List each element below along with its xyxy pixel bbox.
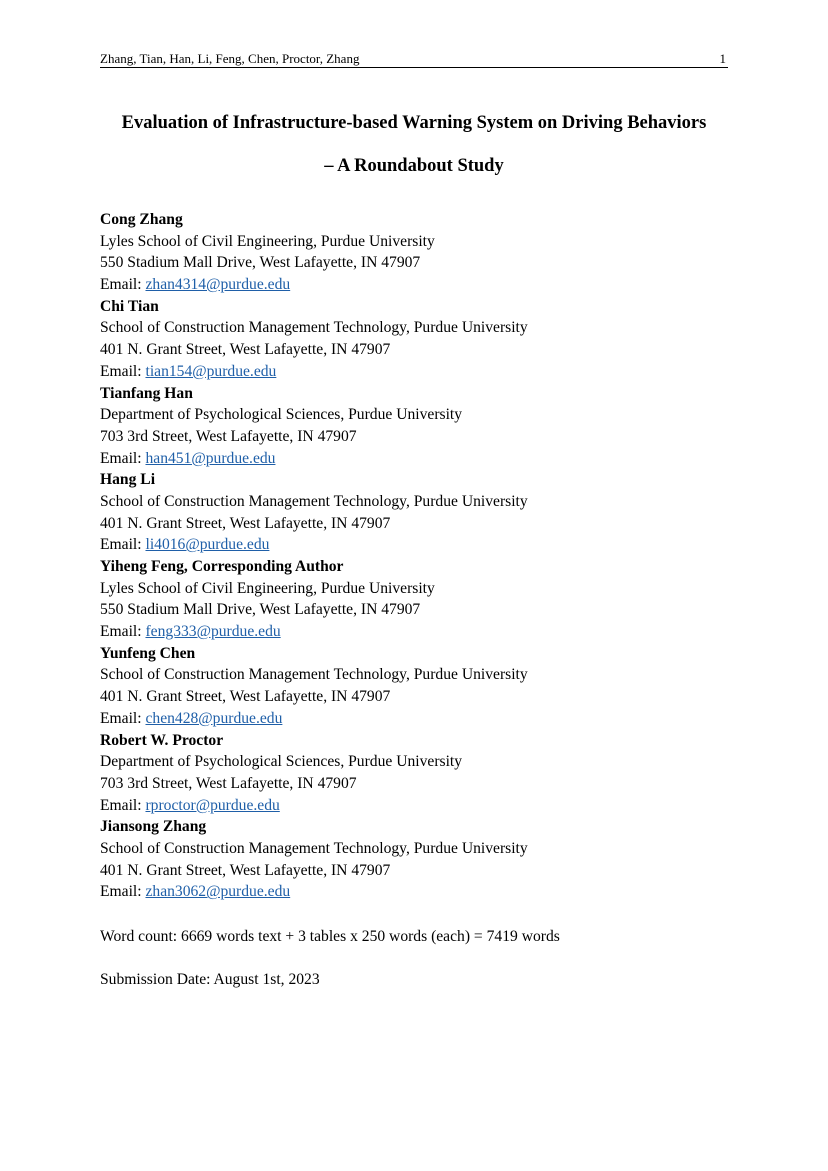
author-block bbox=[100, 383, 740, 470]
author-name: Jiansong Zhang bbox=[100, 818, 207, 836]
author-affiliation: School of Construction Management Technology, Purdue University bbox=[100, 492, 528, 510]
author-email-link[interactable]: han451@purdue.edu bbox=[145, 449, 276, 467]
author-list bbox=[100, 209, 740, 903]
author-block bbox=[100, 816, 740, 903]
author-affiliation: School of Construction Management Technology, Purdue University bbox=[100, 319, 528, 337]
author-affiliation: Lyles School of Civil Engineering, Purdue University bbox=[100, 232, 435, 250]
author-email-link[interactable]: chen428@purdue.edu bbox=[145, 709, 283, 727]
author-email-line bbox=[100, 361, 740, 383]
running-header bbox=[100, 51, 728, 68]
author-email-link[interactable]: zhan4314@purdue.edu bbox=[145, 276, 291, 294]
email-label: Email: bbox=[100, 623, 146, 641]
author-address: 401 N. Grant Street, West Lafayette, IN 47907 bbox=[100, 341, 391, 359]
author-name: Cong Zhang bbox=[100, 211, 183, 228]
author-email-line bbox=[100, 448, 740, 470]
email-label: Email: bbox=[100, 449, 146, 467]
header-authors: Zhang, Tian, Han, Li, Feng, Chen, Proctor, Zhang bbox=[100, 51, 360, 66]
author-email-line bbox=[100, 621, 740, 643]
email-label: Email: bbox=[100, 536, 146, 554]
author-name: Robert W. Proctor bbox=[100, 731, 224, 749]
author-name: Yunfeng Chen bbox=[100, 644, 196, 662]
author-block bbox=[100, 296, 740, 383]
email-label: Email: bbox=[100, 276, 146, 294]
email-label: Email: bbox=[100, 796, 146, 814]
author-email-link[interactable]: feng333@purdue.edu bbox=[145, 623, 281, 641]
author-address: 401 N. Grant Street, West Lafayette, IN 47907 bbox=[100, 688, 391, 706]
author-block bbox=[100, 469, 740, 556]
email-label: Email: bbox=[100, 709, 146, 727]
author-affiliation: Lyles School of Civil Engineering, Purdue University bbox=[100, 579, 435, 597]
author-block bbox=[100, 730, 740, 817]
page-number: 1 bbox=[719, 51, 726, 66]
author-affiliation: Department of Psychological Sciences, Purdue University bbox=[100, 406, 463, 424]
author-block bbox=[100, 556, 740, 643]
word-count: Word count: 6669 words text + 3 tables x 250 words (each) = 7419 words bbox=[100, 928, 560, 945]
submission-date: Submission Date: August 1st, 2023 bbox=[100, 971, 320, 988]
paper-title-line-2: – A Roundabout Study bbox=[324, 156, 504, 176]
author-email-link[interactable]: li4016@purdue.edu bbox=[145, 536, 270, 554]
author-address: 401 N. Grant Street, West Lafayette, IN 47907 bbox=[100, 861, 391, 879]
author-block bbox=[100, 209, 740, 296]
author-address: 703 3rd Street, West Lafayette, IN 47907 bbox=[100, 427, 357, 445]
author-block bbox=[100, 643, 740, 730]
author-email-link[interactable]: zhan3062@purdue.edu bbox=[145, 883, 291, 901]
author-affiliation: School of Construction Management Technology, Purdue University bbox=[100, 839, 528, 857]
paper-title-line-1: Evaluation of Infrastructure-based Warning System on Driving Behaviors bbox=[121, 113, 707, 133]
author-address: 703 3rd Street, West Lafayette, IN 47907 bbox=[100, 774, 357, 792]
author-address: 550 Stadium Mall Drive, West Lafayette, IN 47907 bbox=[100, 254, 421, 272]
author-address: 401 N. Grant Street, West Lafayette, IN 47907 bbox=[100, 514, 391, 532]
author-email-line bbox=[100, 274, 740, 296]
email-label: Email: bbox=[100, 883, 146, 901]
author-email-line bbox=[100, 795, 740, 817]
author-name: Hang Li bbox=[100, 471, 156, 489]
author-affiliation: School of Construction Management Technology, Purdue University bbox=[100, 666, 528, 684]
author-email-link[interactable]: rproctor@purdue.edu bbox=[145, 796, 280, 814]
author-email-link[interactable]: tian154@purdue.edu bbox=[145, 362, 277, 380]
author-email-line bbox=[100, 708, 740, 730]
author-affiliation: Department of Psychological Sciences, Purdue University bbox=[100, 753, 463, 771]
author-email-line bbox=[100, 881, 740, 903]
author-name: Tianfang Han bbox=[100, 384, 193, 402]
author-email-line bbox=[100, 534, 740, 556]
author-name: Yiheng Feng, Corresponding Author bbox=[100, 558, 344, 575]
author-name: Chi Tian bbox=[100, 297, 159, 315]
author-address: 550 Stadium Mall Drive, West Lafayette, IN 47907 bbox=[100, 601, 421, 619]
email-label: Email: bbox=[100, 362, 146, 380]
